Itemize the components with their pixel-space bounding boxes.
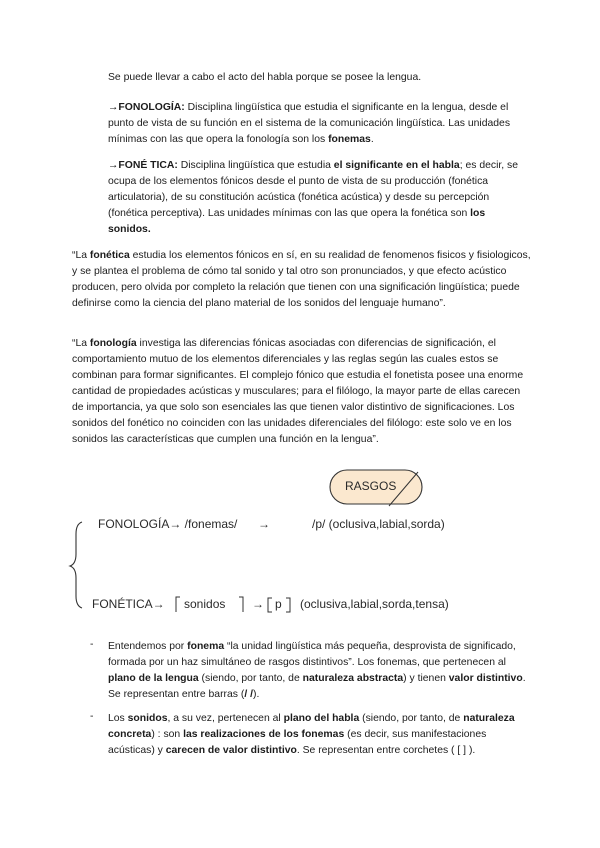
fonetica-row-features: (oclusiva,labial,sorda,tensa) [300,597,449,611]
fonetica-row-label: FONÉTICA→ [92,597,165,611]
fonologia-definition: →FONOLOGÍA: Disciplina lingüística que estudia el significante en la lengua, desde el punto de vista de su función en el sistema de la comunicación lingüística. Las unidades mínimas con las que opera la fonología son los fonemas. [108,102,511,145]
bullet-sonidos: Los sonidos, a su vez, pertenecen al plano del habla (siendo, por tanto, de naturaleza concreta) : son las realizaciones de los fonemas (es decir, sus manifestaciones acústicas) y carecen de valor distintivo. Se representan entre corchetes ( [ ] ). [108,713,515,756]
fonetica-row-sonidos: sonidos [184,597,226,611]
bullet-dash: - [90,711,94,722]
bullet-fonema: Entendemos por fonema “la unidad lingüística más pequeña, desprovista de significado, formada por un haz simultáneo de rasgos distintivos”. Los fonemas, que pertenecen al plano de la lengua (siendo, por tanto, de naturaleza abstracta) y tienen valor distintivo. Se representan entre barras (/ /). [108,641,526,700]
open-bracket-sonidos [176,597,180,612]
rasgos-label: RASGOS [345,479,397,493]
close-bracket-p [286,598,290,612]
open-bracket-p [268,598,272,612]
fonologia-row-arrow: → [258,517,270,531]
fonologia-quote: “La fonología investiga las diferencias fónicas asociadas con diferencias de significación, el comportamiento mutuo de los elementos diferenciales y las reglas según las cuales estos se combinan para formar significantes. El complejo fónico que estudia el fonetista posee una enorme cantidad de propiedades acústicas y musculares; para el filólogo, la mayor parte de ellas carecen de importancia, ya que solo son esenciales las que tienen valor distintivo de significaciones. Los sonidos del fonético no coinciden con las unidades diferenciales del filólogo: este solo ve en los sonidos las características que cumplen una función en la lengua”. [72,338,524,445]
bullet-dash: - [90,639,94,650]
fonetica-definition: →FONÉ TICA: Disciplina lingüística que estudia el significante en el habla; es decir, se ocupa de los elementos fónicos desde el punto de vista de su producción (fonética articulatoria), de su constitución acústica (fonética acústica) y desde su percepción (fonética perceptiva). Las unidades mínimas con las que opera la fonética son los sonidos. [108,160,519,235]
fonetica-row-p: p [275,597,282,611]
left-brace [70,522,82,608]
fonetica-row-arrow: → [252,597,264,611]
close-bracket-sonidos [239,597,243,612]
fonologia-row-p: /p/ (oclusiva,labial,sorda) [312,517,445,531]
intro-sentence: Se puede llevar a cabo el acto del habla porque se posee la lengua. [108,72,422,83]
fonetica-quote: “La fonética estudia los elementos fónicos en sí, en su realidad de fenomenos fisicos y fisiologicos, y se plantea el problema de cómo tal sonido y tal otro son pronunciados, y que efecto acústico producen, pero olvida por completo la relación que tienen con una significación lingüística; puede definirse como la ciencia del plano material de los sonidos del lenguaje humano”. [72,250,531,309]
fonologia-row-label: FONOLOGÍA→ /fonemas/ [98,517,238,531]
